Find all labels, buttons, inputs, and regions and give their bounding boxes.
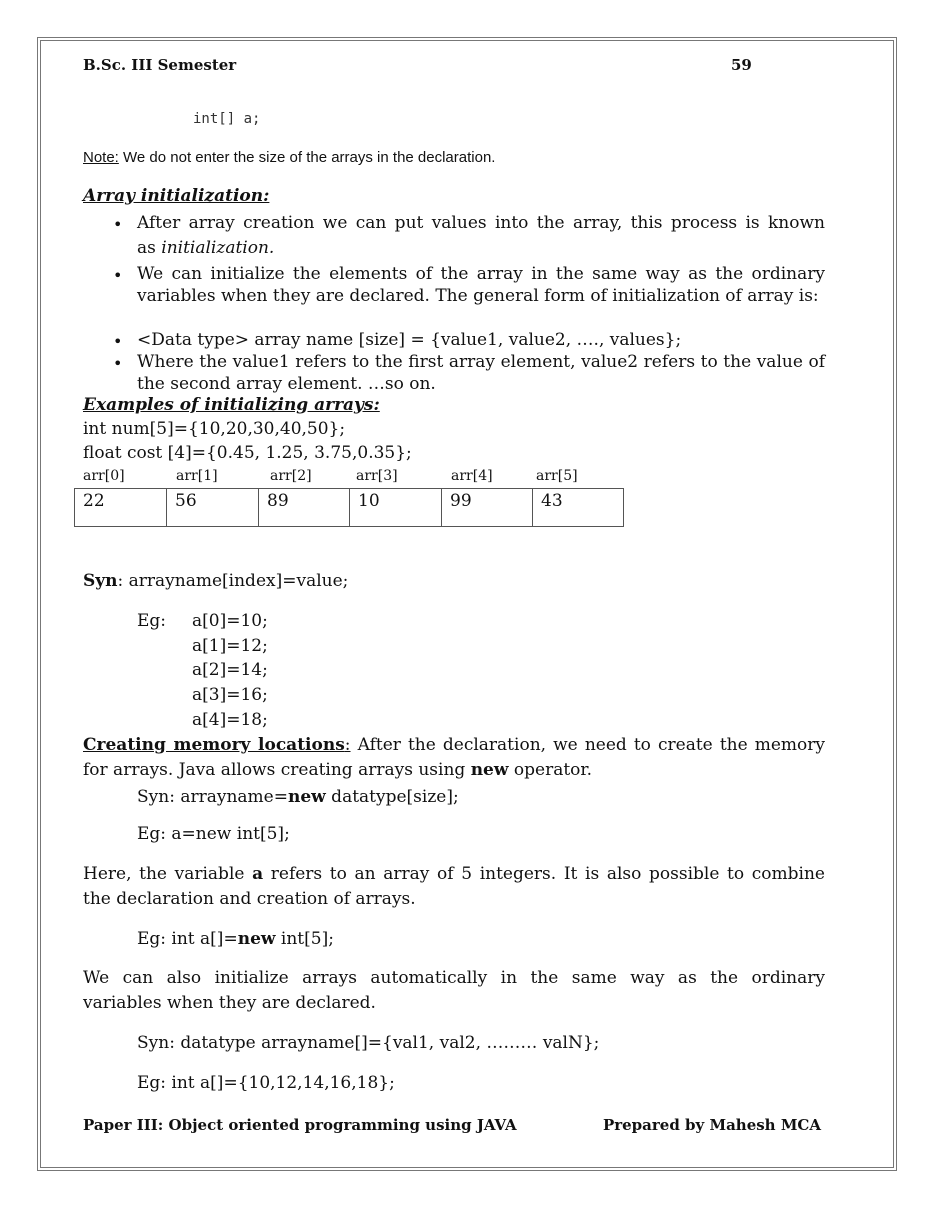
bullet-2-text: We can initialize the elements of the array in the same way as the ordinary variables when they are declared. The general form of initialization of array is:	[137, 264, 825, 306]
header-page-number: 59	[731, 56, 752, 74]
array-table	[74, 488, 624, 527]
bullet-1-italic: initialization.	[161, 238, 275, 258]
note-text: We do not enter the size of the arrays in the declaration.	[118, 149, 496, 166]
bullet-3-glyph: •	[113, 332, 123, 351]
memory-syn-suffix: datatype[size];	[325, 787, 459, 807]
eg-item-4: a[4]=18;	[192, 710, 268, 730]
header-course: B.Sc. III Semester	[83, 56, 237, 74]
eg-item-1: a[1]=12;	[192, 636, 268, 656]
here-prefix: Here, the variable	[83, 864, 253, 884]
eg-item-2: a[2]=14;	[192, 660, 268, 680]
bullet-3-text: <Data type> array name [size] = {value1, value2, …., values};	[137, 330, 682, 350]
bullet-1-text	[137, 212, 825, 259]
memory-paragraph	[83, 733, 825, 783]
eg-combined	[137, 931, 334, 948]
bullet-1-glyph: •	[113, 215, 123, 234]
here-bold: a	[252, 864, 264, 884]
bullet-2-glyph: •	[113, 266, 123, 285]
footer-paper: Paper III: Object oriented programming using JAVA	[83, 1116, 517, 1134]
array-cell-3: 10	[350, 489, 442, 527]
auto-line-2: variables when they are declared.	[83, 993, 376, 1013]
auto-paragraph	[83, 966, 825, 1016]
memory-syn	[137, 789, 459, 806]
heading-array-initialization: Array initialization:	[83, 186, 270, 206]
array-cell-2: 89	[259, 489, 350, 527]
note-label: Note:	[83, 149, 119, 166]
syn-index-line	[83, 573, 348, 590]
note-line	[83, 150, 495, 165]
example-line-2: float cost [4]={0.45, 1.25, 3.75,0.35};	[83, 443, 412, 463]
array-cell-0: 22	[75, 489, 167, 527]
bullet-1-line1: After array creation we can put values into the array, this process is known	[137, 213, 825, 233]
array-cell-4: 99	[442, 489, 533, 527]
eg-combined-bold: new	[237, 929, 276, 949]
syn-text: : arrayname[index]=value;	[117, 571, 349, 591]
bullet-4-glyph: •	[113, 354, 123, 373]
here-paragraph	[83, 862, 825, 912]
array-label-3: arr[3]	[356, 468, 398, 484]
eg-last: Eg: int a[]={10,12,14,16,18};	[137, 1073, 395, 1093]
memory-eg: Eg: a=new int[5];	[137, 824, 290, 844]
eg-item-0: a[0]=10;	[192, 611, 268, 631]
memory-text-1: After the declaration, we need to create the memory	[350, 735, 826, 755]
array-label-1: arr[1]	[176, 468, 218, 484]
array-label-4: arr[4]	[451, 468, 493, 484]
footer-author: Prepared by Mahesh MCA	[602, 1116, 821, 1134]
example-line-1: int num[5]={10,20,30,40,50};	[83, 419, 346, 439]
memory-heading: Creating memory locations	[83, 735, 345, 755]
eg-combined-prefix: Eg: int a[]=	[137, 929, 238, 949]
memory-text-2-bold: new	[470, 760, 509, 780]
here-line-2: the declaration and creation of arrays.	[83, 889, 416, 909]
here-suffix: refers to an array of 5 integers. It is also possible to combine	[263, 864, 825, 884]
array-cell-5: 43	[533, 489, 624, 527]
eg-label: Eg:	[137, 611, 167, 631]
memory-colon: :	[344, 735, 351, 755]
eg-item-3: a[3]=16;	[192, 685, 268, 705]
memory-syn-prefix: Syn: arrayname=	[137, 787, 288, 807]
auto-line-1: We can also initialize arrays automatically in the same way as the ordinary	[83, 968, 825, 988]
bullet-4-text: Where the value1 refers to the first array element, value2 refers to the value of the second array element. …so on.	[137, 352, 825, 394]
syn-last: Syn: datatype arrayname[]={val1, val2, ……… valN};	[137, 1033, 600, 1053]
eg-combined-suffix: int[5];	[275, 929, 334, 949]
bullet-1-line2-prefix: as	[137, 238, 162, 258]
heading-examples: Examples of initializing arrays:	[83, 395, 380, 415]
memory-text-2-suffix: operator.	[508, 760, 593, 780]
array-cell-1: 56	[167, 489, 259, 527]
array-row	[75, 489, 624, 527]
syn-label: Syn	[83, 571, 118, 591]
code-declaration: int[] a;	[193, 111, 261, 127]
memory-syn-bold: new	[287, 787, 326, 807]
array-label-0: arr[0]	[83, 468, 125, 484]
array-label-2: arr[2]	[270, 468, 312, 484]
memory-text-2-prefix: for arrays. Java allows creating arrays using	[83, 760, 471, 780]
array-label-5: arr[5]	[536, 468, 578, 484]
